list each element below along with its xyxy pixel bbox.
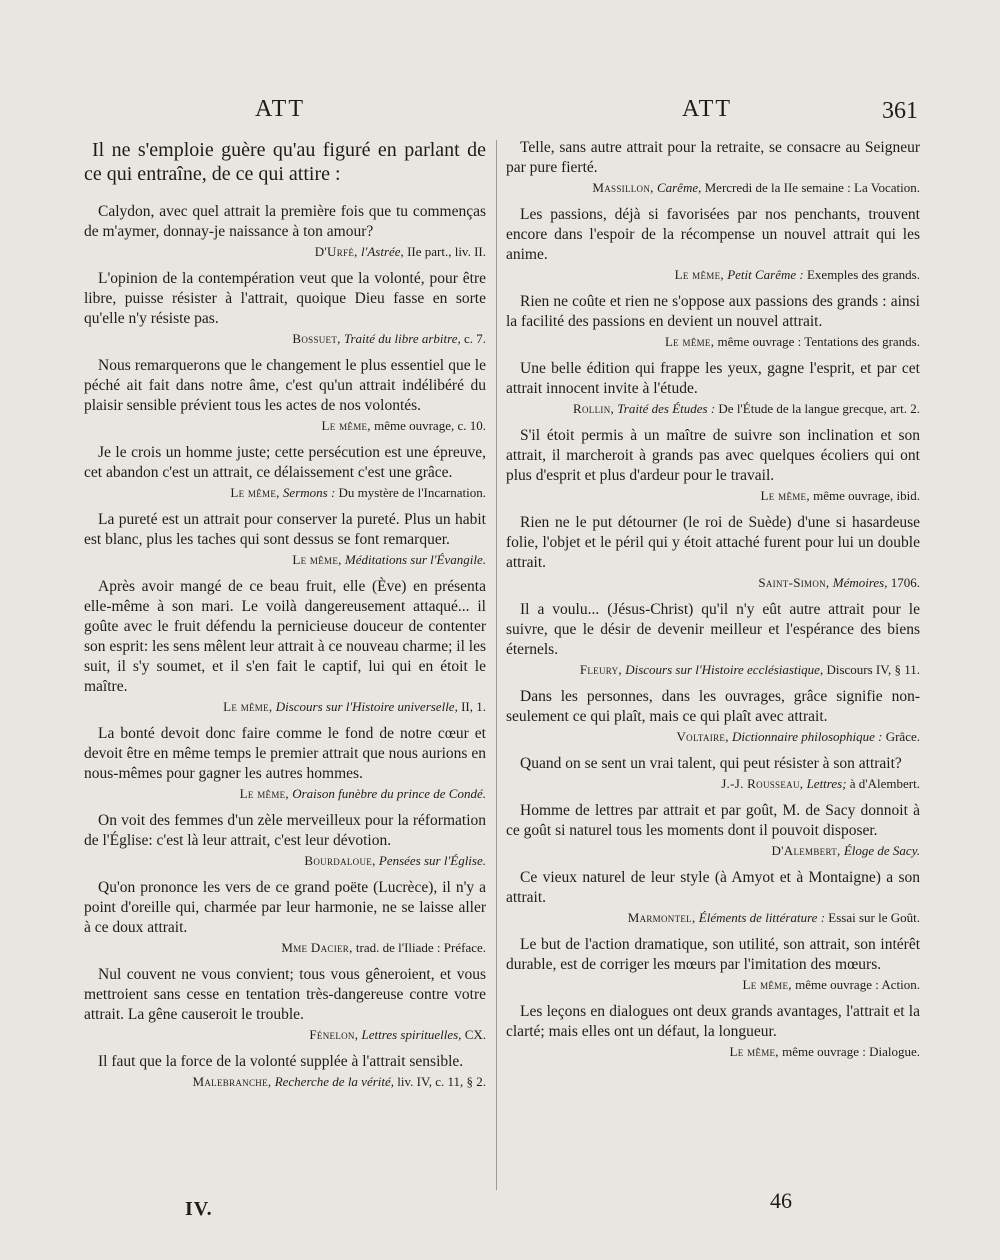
citation-author: Le même,	[760, 488, 810, 503]
citation-reference: Du mystère de l'Incarnation.	[338, 485, 486, 500]
citation-author: Mme Dacier,	[281, 940, 353, 955]
quotation-entry	[506, 359, 920, 418]
quotation-entry	[506, 513, 920, 592]
quotation-text: Il a voulu... (Jésus-Christ) qu'il n'y eût autre attrait pour le suivre, que le désir de devenir meilleur et l'espérance des biens éternels.	[506, 601, 920, 658]
citation-reference: De l'Étude de la langue grecque, art. 2.	[718, 401, 920, 416]
quotation-entry	[506, 754, 920, 793]
quotation-text: Homme de lettres par attrait et par goût, M. de Sacy donnoit à ce goût si naturel tous les moments dont il pouvoit disposer.	[506, 802, 920, 839]
right-column	[506, 138, 920, 1069]
citation-work: Recherche de la vérité,	[274, 1074, 395, 1089]
quotation-entry	[84, 724, 486, 803]
citation	[84, 698, 486, 716]
citation-work: Traité du libre arbitre,	[343, 331, 461, 346]
citation-author: Bossuet,	[292, 331, 341, 346]
citation-reference: CX.	[464, 1027, 486, 1042]
citation-reference: Discours IV, § 11.	[826, 662, 920, 677]
quotation-entry	[84, 202, 486, 261]
citation-author: Fénelon,	[309, 1027, 359, 1042]
citation-reference: 1706.	[890, 575, 920, 590]
citation-author: Le même,	[321, 418, 371, 433]
citation-author: D'Urfé,	[314, 244, 358, 259]
quotation-entry	[506, 868, 920, 927]
quotation-entry	[506, 1002, 920, 1061]
quotation-text: Les passions, déjà si favorisées par nos penchants, trouvent encore dans l'espoir de la récompense un nouvel attrait qui les anime.	[506, 206, 920, 263]
citation-reference: c. 7.	[463, 331, 486, 346]
citation	[506, 574, 920, 592]
quotation-entry	[84, 878, 486, 957]
citation	[84, 1073, 486, 1091]
citation-author: Le même,	[239, 786, 289, 801]
citation-reference: II, 1.	[461, 699, 486, 714]
citation-author: Fleury,	[579, 662, 622, 677]
citation-author: Malebranche,	[192, 1074, 272, 1089]
citation-author: J.-J. Rousseau,	[721, 776, 804, 791]
quotation-text: Dans les personnes, dans les ouvrages, grâce signifie non-seulement ce qui plaît, mais ce qui plaît avec attrait.	[506, 688, 920, 725]
citation-work: Traité des Études :	[617, 401, 716, 416]
quotation-entry	[506, 801, 920, 860]
citation	[506, 976, 920, 994]
quotation-entry	[506, 935, 920, 994]
citation	[84, 785, 486, 803]
citation-work: Méditations sur l'Évangile.	[344, 552, 486, 567]
quotation-entry	[84, 356, 486, 435]
citation-author: Marmontel,	[627, 910, 696, 925]
citation	[506, 266, 920, 284]
citation-reference: Grâce.	[885, 729, 920, 744]
citation	[506, 909, 920, 927]
quotation-entry	[506, 687, 920, 746]
citation-work: Discours sur l'Histoire universelle,	[275, 699, 458, 714]
citation	[506, 728, 920, 746]
quotation-entry	[506, 426, 920, 505]
citation-author: D'Alembert,	[771, 843, 841, 858]
quotation-text: Après avoir mangé de ce beau fruit, elle (Ève) en présenta elle-même à son mari. Le voilà dangereusement attaqué... il goûte avec le fruit défendu la pernicieuse douceur de contenter son esprit: les sens mêlent leur attrait à ce nouveau charme; il les suit, il s'y soumet, et il s'en fait le captif, lui qui en étoit le maître.	[84, 578, 487, 695]
citation-author: Le même,	[223, 699, 273, 714]
quotation-entry	[84, 1052, 486, 1091]
left-quotations	[84, 202, 486, 1091]
citation-work: Pensées sur l'Église.	[378, 853, 486, 868]
sheet-number: 46	[770, 1188, 792, 1213]
right-quotations	[506, 138, 920, 1061]
citation-work: Petit Carême :	[727, 267, 804, 282]
quotation-entry	[84, 577, 486, 716]
quotation-text: Ce vieux naturel de leur style (à Amyot et à Montaigne) a son attrait.	[506, 869, 920, 906]
citation	[506, 1043, 920, 1061]
citation-reference: trad. de l'Iliade : Préface.	[355, 940, 486, 955]
quotation-text: Une belle édition qui frappe les yeux, gagne l'esprit, et par cet attrait innocent invite à l'étude.	[506, 360, 920, 397]
citation-work: Discours sur l'Histoire ecclésiastique,	[625, 662, 824, 677]
citation-reference: liv. IV, c. 11, § 2.	[397, 1074, 486, 1089]
quotation-text: Nul couvent ne vous convient; tous vous gêneroient, et vous mettroient sans cesse en tentation très-dangereuse contre votre attrait. La gêne causeroit le trouble.	[84, 966, 486, 1023]
citation	[506, 842, 920, 860]
citation-author: Massillon,	[592, 180, 654, 195]
citation	[84, 1026, 486, 1044]
citation-author: Le même,	[230, 485, 280, 500]
quotation-text: On voit des femmes d'un zèle merveilleux pour la réformation de l'Église: c'est là leur attrait, c'est leur dévotion.	[84, 812, 486, 849]
citation-author: Rollin,	[573, 401, 615, 416]
citation	[84, 939, 486, 957]
quotation-text: Telle, sans autre attrait pour la retraite, se consacre au Seigneur par pure fierté.	[506, 139, 920, 176]
citation	[84, 484, 486, 502]
citation	[84, 417, 486, 435]
quotation-entry	[84, 965, 486, 1044]
quotation-entry	[84, 443, 486, 502]
left-column	[84, 138, 486, 1099]
quotation-text: Quand on se sent un vrai talent, qui peut résister à son attrait?	[520, 755, 902, 772]
quotation-text: Rien ne le put détourner (le roi de Suède) d'une si hasardeuse folie, l'objet et le péril qui y étoit attaché furent pour lui un double attrait.	[506, 514, 920, 571]
quotation-text: La pureté est un attrait pour conserver la pureté. Plus un habit est blanc, plus les taches qui sont dessus se font remarquer.	[84, 511, 486, 548]
quotation-text: Qu'on prononce les vers de ce grand poëte (Lucrèce), il n'y a point d'oreille qui, charmée par leur harmonie, ne se laisse aller à ce doux attrait.	[84, 879, 486, 936]
citation-reference: Exemples des grands.	[806, 267, 920, 282]
quotation-text: Le but de l'action dramatique, son utilité, son attrait, son intérêt durable, est de corriger les mœurs par l'imitation des mœurs.	[506, 936, 920, 973]
citation-reference: Mercredi de la IIe semaine : La Vocation.	[704, 180, 920, 195]
quotation-entry	[506, 138, 920, 197]
citation-author: Le même,	[292, 552, 342, 567]
citation-work: l'Astrée,	[360, 244, 404, 259]
citation-work: Éléments de littérature :	[698, 910, 826, 925]
citation	[84, 330, 486, 348]
citation-author: Voltaire,	[676, 729, 729, 744]
signature-mark: IV.	[185, 1198, 213, 1220]
citation	[506, 400, 920, 418]
citation-work: Dictionnaire philosophique :	[732, 729, 883, 744]
quotation-text: La bonté devoit donc faire comme le fond de notre cœur et devoit être en même temps le premier attrait que nous aurions en nous-mêmes pour gagner les autres hommes.	[84, 725, 486, 782]
quotation-entry	[506, 600, 920, 679]
quotation-text: Nous remarquerons que le changement le plus essentiel que le péché ait fait dans notre âme, c'est qu'un attrait indélibéré du plaisir sensible prévient tous les actes de nos volontés.	[84, 357, 486, 414]
citation-reference: même ouvrage : Dialogue.	[782, 1044, 920, 1059]
quotation-text: Je le crois un homme juste; cette persécution est une épreuve, cet abandon c'est un attrait, ce délaissement c'est une grâce.	[84, 444, 486, 481]
quotation-text: Calydon, avec quel attrait la première fois que tu commenças de m'aymer, donnay-je naissance à ton amour?	[84, 203, 486, 240]
citation	[84, 852, 486, 870]
citation-reference: même ouvrage, c. 10.	[374, 418, 486, 433]
running-head-right: ATT	[682, 96, 732, 122]
citation-work: Éloge de Sacy.	[843, 843, 920, 858]
definition-intro: Il ne s'emploie guère qu'au figuré en parlant de ce qui entraîne, de ce qui attire :	[84, 139, 486, 185]
quotation-entry	[506, 205, 920, 284]
quotation-text: Rien ne coûte et rien ne s'oppose aux passions des grands : ainsi la facilité des passions en devient un nouvel attrait.	[506, 293, 920, 330]
citation-author: Le même,	[729, 1044, 779, 1059]
citation-reference: même ouvrage : Action.	[795, 977, 920, 992]
citation-work: Carême,	[656, 180, 702, 195]
citation-work: Oraison funèbre du prince de Condé.	[292, 786, 486, 801]
citation-author: Le même,	[742, 977, 792, 992]
citation-author: Le même,	[664, 334, 715, 349]
quotation-entry	[84, 510, 486, 569]
quotation-entry	[506, 292, 920, 351]
quotation-entry	[84, 811, 486, 870]
citation	[506, 179, 920, 197]
citation-work: Lettres;	[806, 776, 847, 791]
citation	[506, 775, 920, 793]
citation	[506, 487, 920, 505]
citation-reference: Essai sur le Goût.	[828, 910, 920, 925]
citation-reference: même ouvrage : Tentations des grands.	[717, 334, 920, 349]
citation-reference: à d'Alembert.	[849, 776, 920, 791]
citation-work: Sermons :	[282, 485, 336, 500]
citation-work: Mémoires,	[832, 575, 888, 590]
citation	[84, 243, 486, 261]
running-head-left: ATT	[255, 96, 305, 122]
page-number: 361	[882, 98, 918, 124]
quotation-text: S'il étoit permis à un maître de suivre son inclination et son attrait, il marcheroit à grands pas avec quelques écoliers qui ont plus d'esprit et plus d'ardeur pour le travail.	[506, 427, 920, 484]
citation	[506, 661, 920, 679]
citation-reference: IIe part., liv. II.	[407, 244, 486, 259]
citation	[506, 333, 920, 351]
citation	[84, 551, 486, 569]
quotation-text: L'opinion de la contempération veut que la volonté, pour être libre, puisse résister à l'attrait, quoique Dieu fasse en sorte qu'elle n'y résiste pas.	[84, 270, 486, 327]
quotation-text: Il faut que la force de la volonté supplée à l'attrait sensible.	[98, 1053, 464, 1070]
quotation-entry	[84, 269, 486, 348]
citation-author: Bourdaloue,	[304, 853, 376, 868]
citation-author: Saint-Simon,	[758, 575, 830, 590]
quotation-text: Les leçons en dialogues ont deux grands avantages, l'attrait et la clarté; mais elles ont un défaut, la longueur.	[506, 1003, 920, 1040]
citation-author: Le même,	[674, 267, 724, 282]
citation-reference: même ouvrage, ibid.	[813, 488, 920, 503]
citation-work: Lettres spirituelles,	[361, 1027, 462, 1042]
column-divider	[496, 140, 497, 1190]
